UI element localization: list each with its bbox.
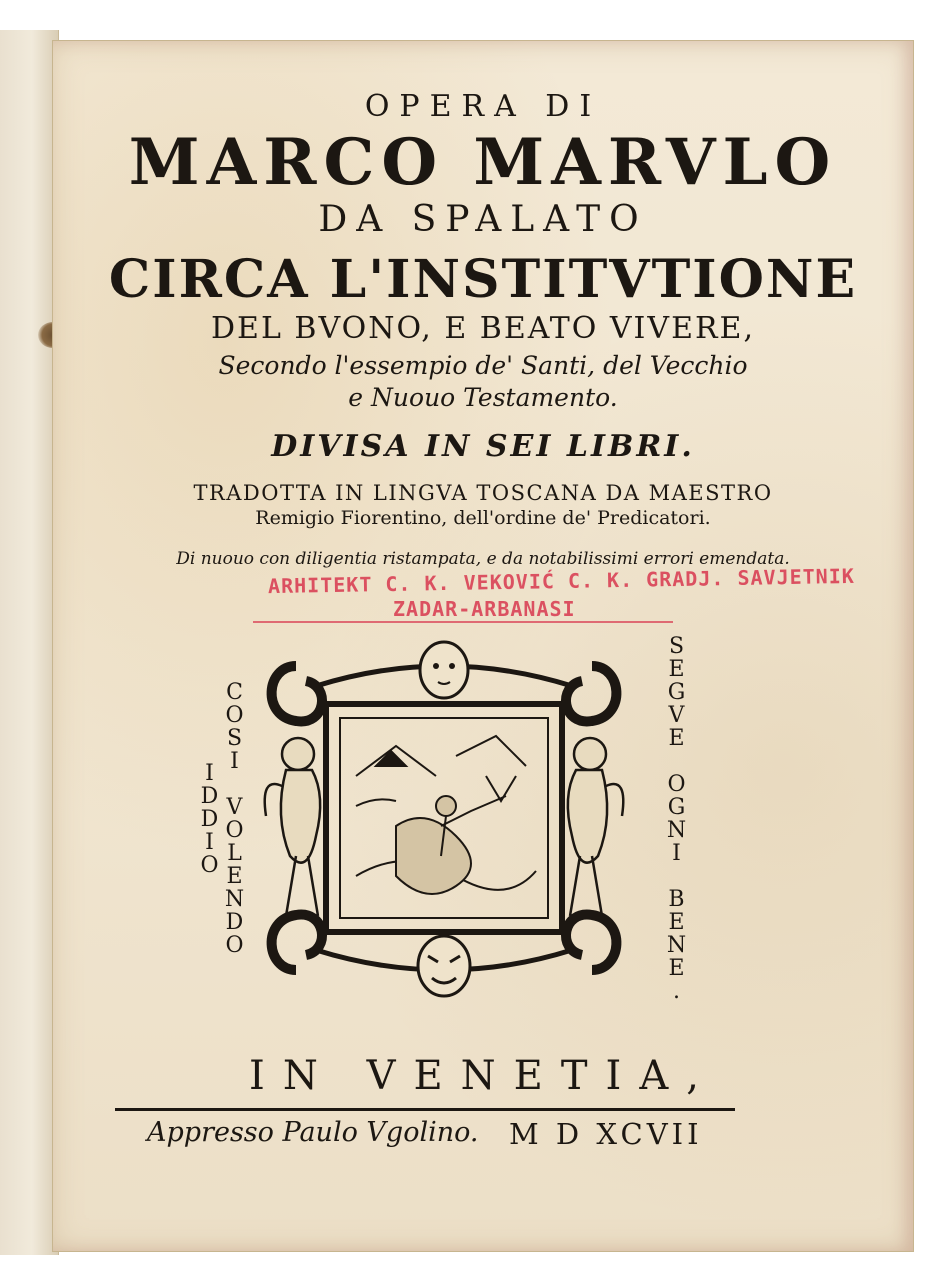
- device-motto-right: SEGVE OGNI BENE.: [664, 634, 689, 1002]
- printer-imprint: Appresso Paulo Vgolino.: [147, 1117, 479, 1148]
- book-spine-edge: [0, 30, 59, 1255]
- subtitle-line-2: Secondo l'essempio de' Santi, del Vecchio: [218, 351, 748, 380]
- owner-stamp-line-2: ZADAR-ARBANASI: [393, 597, 576, 621]
- printers-device-woodcut: [256, 626, 632, 1010]
- work-title: CIRCA L'INSTITVTIONE: [108, 249, 858, 310]
- cartouche-frame: [272, 666, 617, 970]
- imprint-rule: [115, 1108, 735, 1111]
- author-origin: DA SPALATO: [318, 199, 648, 240]
- edition-note: Di nuouo con diligentia ristampata, e da notabilissimi errori emendata.: [176, 549, 790, 569]
- stamp-underline: [253, 621, 673, 623]
- subtitle-line-3: e Nuouo Testamento.: [348, 383, 618, 412]
- mask-top: [420, 642, 468, 698]
- books-division: DIVISA IN SEI LIBRI.: [271, 429, 695, 464]
- translator-name: Remigio Fiorentino, dell'ordine de' Predicatori.: [255, 507, 711, 529]
- translator-line: TRADOTTA IN LINGVA TOSCANA DA MAESTRO: [193, 481, 773, 505]
- battle-scene: [356, 736, 536, 894]
- work-subtitle: DEL BVONO, E BEATO VIVERE,: [211, 311, 755, 346]
- owner-stamp-line-1: ARHITEKT C. K. VEKOVIĆ C. K. GRADJ. SAVJETNIK: [267, 563, 856, 599]
- device-motto-left: COSI VOLENDO IDDIO: [197, 680, 247, 956]
- publication-year: M D XCVII: [509, 1117, 703, 1151]
- title-page: [52, 40, 914, 1252]
- heading-opera-di: OPERA DI: [364, 89, 602, 124]
- putto-left: [265, 738, 320, 916]
- author-name: MARCO MARVLO: [128, 125, 838, 200]
- putto-right: [568, 738, 623, 916]
- place-of-publication: IN VENETIA,: [249, 1053, 717, 1099]
- mask-bottom: [418, 936, 470, 996]
